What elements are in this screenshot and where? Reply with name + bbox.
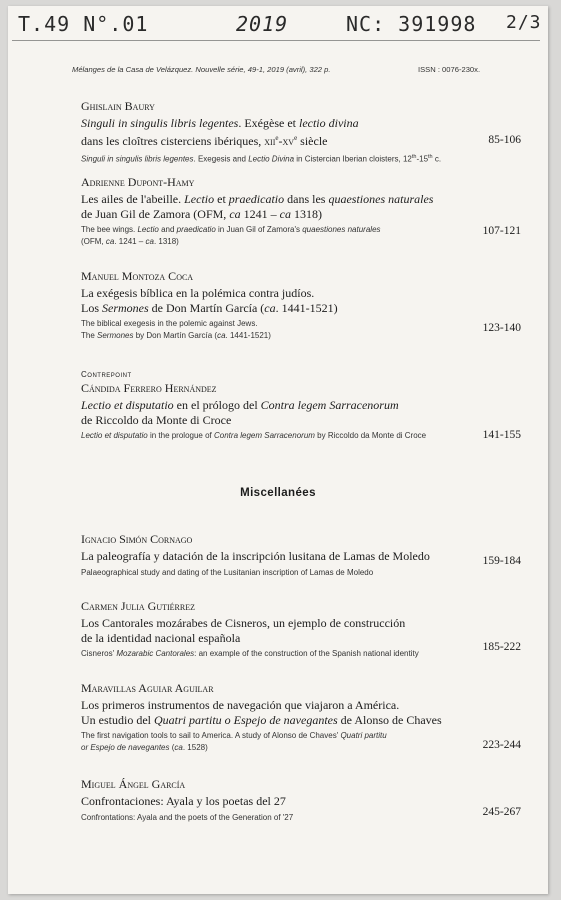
entry-title: Los primeros instrumentos de navegación que viajaron a América. Un estudio del Quatri partitu o Espejo de navegantes de Alonso de Chaves bbox=[81, 698, 442, 727]
entry-translation: The bee wings. Lectio and praedicatio in Juan Gil of Zamora's quaestiones naturales (OFM, ca. 1241 – ca. 1318) bbox=[81, 225, 381, 246]
toc-entry[interactable] bbox=[81, 270, 521, 342]
entry-translation: Lectio et disputatio in the prologue of Contra legem Sarracenorum by Riccoldo da Monte di Croce bbox=[81, 431, 427, 440]
entry-author: Adrienne Dupont-Hamy bbox=[81, 175, 195, 189]
entry-author: Carmen Julia Gutiérrez bbox=[81, 599, 195, 613]
entry-author: Ghislain Baury bbox=[81, 99, 155, 113]
section-heading: Miscellanées bbox=[240, 487, 316, 499]
entry-pages: 245-267 bbox=[482, 806, 521, 818]
entry-title: La paleografía y datación de la inscripción lusitana de Lamas de Moledo bbox=[81, 549, 430, 563]
entry-title: La exégesis bíblica en la polémica contra judíos. Los Sermones de Don Martín García (ca. 1441-1521) bbox=[81, 286, 338, 315]
toc-entry[interactable] bbox=[81, 778, 521, 824]
document-page bbox=[8, 6, 548, 894]
entry-title: Los Cantorales mozárabes de Cisneros, un ejemplo de construcción de la identidad nacional española bbox=[81, 616, 406, 645]
entry-title: Confrontaciones: Ayala y los poetas del 27 bbox=[81, 794, 286, 808]
toc-entry[interactable] bbox=[81, 682, 521, 754]
issn: ISSN : 0076-230x. bbox=[418, 65, 481, 74]
toc-entry[interactable] bbox=[81, 600, 521, 660]
entry-author: Cándida Ferrero Hernández bbox=[81, 381, 217, 395]
entry-translation: Singuli in singulis libris legentes. Exegesis and Lectio Divina in Cistercian Iberian cloisters, 12th-15th c. bbox=[81, 154, 442, 164]
entry-translation: The biblical exegesis in the polemic against Jews. The Sermones by Don Martín García (ca. 1441-1521) bbox=[81, 319, 271, 340]
entry-pages: 223-244 bbox=[482, 739, 521, 751]
entry-author: Ignacio Simón Cornago bbox=[81, 532, 193, 546]
entry-title: Singuli in singulis libris legentes. Exégèse et lectio divina dans les cloîtres cisterciens ibériques, $xii^e-xv^e$ siècle bbox=[81, 116, 359, 148]
entry-kicker: Contrepoint bbox=[81, 370, 132, 379]
journal-citation: Mélanges de la Casa de Velázquez. Nouvelle série, 49-1, 2019 (avril), 322 p. bbox=[72, 65, 331, 74]
entry-author: Miguel Ángel García bbox=[81, 777, 186, 791]
toc-entry[interactable] bbox=[81, 176, 521, 248]
entry-author: Manuel Montoza Coca bbox=[81, 269, 194, 283]
toc-entry[interactable] bbox=[81, 533, 521, 579]
handwritten-volume: T.49 N°.01 bbox=[18, 12, 149, 36]
entry-author: Maravillas Aguiar Aguilar bbox=[81, 681, 214, 695]
entry-translation: Confrontations: Ayala and the poets of the Generation of '27 bbox=[81, 812, 294, 822]
entry-pages: 185-222 bbox=[482, 641, 521, 653]
handwritten-part: 2/3 bbox=[506, 12, 542, 33]
entry-pages: 141-155 bbox=[482, 429, 521, 441]
entry-translation: The first navigation tools to sail to America. A study of Alonso de Chaves' Quatri partitu or Espejo de navegantes (ca. 1528) bbox=[81, 731, 387, 752]
handwritten-year: 2019 bbox=[236, 12, 289, 36]
entry-translation: Cisneros' Mozarabic Cantorales: an example of the construction of the Spanish national identity bbox=[81, 649, 419, 658]
entry-pages: 107-121 bbox=[482, 225, 521, 237]
entry-translation: Palaeographical study and dating of the Lusitanian inscription of Lamas de Moledo bbox=[81, 567, 374, 577]
toc-entry[interactable] bbox=[81, 100, 521, 166]
entry-title: Les ailes de l'abeille. Lectio et praedicatio dans les quaestiones naturales de Juan Gil de Zamora (OFM, ca 1241 – ca 1318) bbox=[81, 192, 434, 221]
entry-title: Lectio et disputatio en el prólogo del Contra legem Sarracenorum de Riccoldo da Monte di Croce bbox=[81, 398, 399, 427]
handwritten-nc: NC: 391998 bbox=[346, 12, 477, 36]
toc-entry[interactable] bbox=[81, 370, 521, 442]
entry-pages: 85-106 bbox=[488, 134, 521, 146]
entry-pages: 123-140 bbox=[482, 322, 521, 334]
entry-pages: 159-184 bbox=[482, 555, 521, 567]
handwriting-rule bbox=[12, 40, 540, 41]
